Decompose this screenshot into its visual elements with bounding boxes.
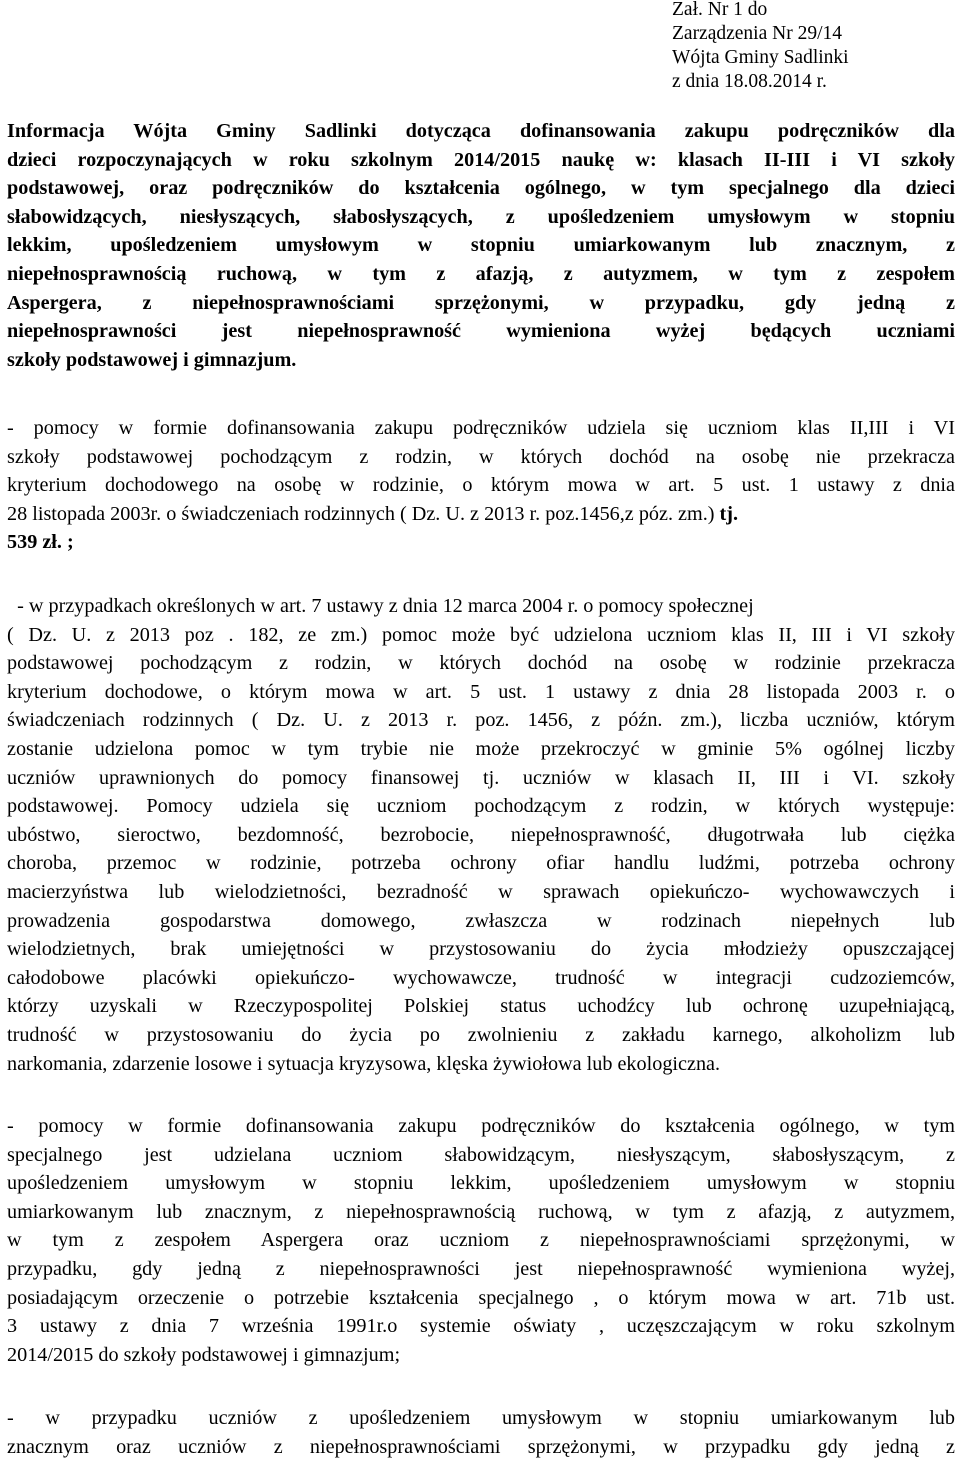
paragraph-line: macierzyństwa lub wielodzietności, bezradność w sprawach opiekuńczo- wychowawczych i	[7, 880, 955, 903]
paragraph-line	[7, 500, 955, 529]
paragraph-line-bold: tj.	[714, 502, 739, 525]
title-line: Informacja Wójta Gminy Sadlinki dotycząca dofinansowania zakupu podręczników dla	[7, 120, 955, 142]
paragraph-line: całodobowe placówki opiekuńczo- wychowawcze, trudność w integracji cudzoziemców,	[7, 966, 955, 989]
paragraph-social-assistance	[7, 592, 955, 1078]
paragraph-line: posiadającym orzeczenie o potrzebie kształcenia specjalnego , o którym mowa w art. 71b ust.	[7, 1286, 955, 1309]
paragraph-line: ubóstwo, sieroctwo, bezdomność, bezrobocie, niepełnosprawność, długotrwała lub ciężka	[7, 823, 955, 846]
paragraph-line: wielodzietnych, brak umiejętności w przystosowaniu do życia młodzieży opuszczającej	[7, 938, 955, 961]
paragraph-line: 2014/2015 do szkoły podstawowej i gimnazjum;	[7, 1343, 401, 1366]
paragraph-line: podstawowej pochodzącym z rodzin, w których dochód na osobę w rodzinie przekracza	[7, 652, 955, 675]
paragraph-line-text: 28 listopada 2003r. o świadczeniach rodzinnych ( Dz. U. z 2013 r. poz.1456,z póz. zm.)	[7, 502, 715, 525]
paragraph-line: - w przypadku uczniów z upośledzeniem umysłowym w stopniu umiarkowanym lub	[7, 1407, 955, 1429]
title-line: lekkim, upośledzeniem umysłowym w stopniu umiarkowanym lub znacznym, z	[7, 234, 955, 257]
paragraph-line: którzy uzyskali w Rzeczypospolitej Polskiej status uchodźcy lub ochronę uzupełniającą,	[7, 995, 955, 1018]
title-line: słabowidzących, niesłyszących, słabosłyszących, z upośledzeniem umysłowym w stopniu	[7, 205, 955, 228]
paragraph-line: podstawowej. Pomocy udziela się uczniom pochodzącym z rodzin, w których występuje:	[7, 795, 955, 818]
paragraph-line: umiarkowanym lub znacznym, z niepełnosprawnością ruchową, w tym z afazją, z autyzmem,	[7, 1200, 955, 1223]
title-line: niepełnosprawności jest niepełnosprawność wymieniona wyżej będących uczniami	[7, 320, 955, 343]
paragraph-line: kryterium dochodowego na osobę w rodzinie, o którym mowa w art. 5 ust. 1 ustawy z dnia	[7, 474, 955, 497]
paragraph-line: 3 ustawy z dnia 7 września 1991r.o systemie oświaty , uczęszczającym w roku szkolnym	[7, 1315, 955, 1338]
paragraph-line: znacznym oraz uczniów z niepełnosprawnościami sprzężonymi, w przypadku gdy jedną z	[7, 1435, 955, 1458]
title-line: podstawowej, oraz podręczników do kształcenia ogólnego, w tym specjalnego dla dzieci	[7, 177, 955, 200]
paragraph-line: - w przypadkach określonych w art. 7 ustawy z dnia 12 marca 2004 r. o pomocy społecznej	[7, 595, 754, 617]
paragraph-line: trudność w przystosowaniu do życia po zwolnieniu z zakładu karnego, alkoholizm lub	[7, 1023, 955, 1046]
paragraph-line: narkomania, zdarzenie losowe i sytuacja kryzysowa, klęska żywiołowa lub ekologiczna.	[7, 1052, 721, 1075]
paragraph-line: upośledzeniem umysłowym w stopniu lekkim, upośledzeniem umysłowym w stopniu	[7, 1172, 955, 1195]
paragraph-line: specjalnego jest udzielana uczniom słabowidzącym, niesłyszącym, słabosłyszącym, z	[7, 1143, 955, 1166]
paragraph-line: przypadku, gdy jedną z niepełnosprawności jest niepełnosprawność wymieniona wyżej,	[7, 1257, 955, 1280]
paragraph-line: zostanie udzielona pomoc w tym trybie nie może przekroczyć w gminie 5% ogólnej liczby	[7, 737, 955, 760]
annex-header-line: Zał. Nr 1 do	[672, 0, 768, 20]
annex-header-line: Wójta Gminy Sadlinki	[672, 47, 849, 68]
title-line: dzieci rozpoczynających w roku szkolnym 2014/2015 naukę w: klasach II-III i VI szkoły	[7, 148, 955, 171]
paragraph-line: szkoły podstawowej pochodzącym z rodzin, w których dochód na osobę nie przekracza	[7, 445, 955, 468]
title-line: niepełnosprawnością ruchową, w tym z afazją, z autyzmem, w tym z zespołem	[7, 262, 955, 285]
document-title	[7, 117, 955, 374]
income-threshold-amount: 539 zł. ;	[7, 531, 74, 554]
paragraph-line: uczniów uprawnionych do pomocy finansowej tj. uczniów w klasach II, III i VI. szkoły	[7, 766, 955, 789]
paragraph-line: prowadzenia gospodarstwa domowego, zwłaszcza w rodzinach niepełnych lub	[7, 909, 955, 932]
annex-header	[672, 0, 849, 94]
paragraph-line: choroba, przemoc w rodzinie, potrzeba ochrony ofiar handlu ludźmi, potrzeba ochrony	[7, 852, 955, 875]
title-line: szkoły podstawowej i gimnazjum.	[7, 348, 297, 371]
paragraph-line: - pomocy w formie dofinansowania zakupu podręczników udziela się uczniom klas II,III i VI	[7, 417, 955, 439]
paragraph-line: - pomocy w formie dofinansowania zakupu podręczników do kształcenia ogólnego, w tym	[7, 1115, 955, 1137]
paragraph-line: kryterium dochodowe, o którym mowa w art. 5 ust. 1 ustawy z dnia 28 listopada 2003 r. o	[7, 680, 955, 703]
annex-header-line: Zarządzenia Nr 29/14	[672, 23, 842, 44]
title-line: Aspergera, z niepełnosprawnościami sprzężonymi, w przypadku, gdy jedną z	[7, 291, 955, 314]
paragraph-line: w tym z zespołem Aspergera oraz uczniom z niepełnosprawnościami sprzężonymi, w	[7, 1229, 955, 1252]
paragraph-line: ( Dz. U. z 2013 poz . 182, ze zm.) pomoc może być udzielona uczniom klas II, III i VI szkoły	[7, 623, 955, 646]
paragraph-special-education	[7, 1112, 955, 1369]
annex-header-line: z dnia 18.08.2014 r.	[672, 71, 827, 92]
paragraph-income-criterion	[7, 414, 955, 557]
paragraph-intellectual-disability	[7, 1404, 955, 1461]
paragraph-line: świadczeniach rodzinnych ( Dz. U. z 2013 r. poz. 1456, z późn. zm.), liczba uczniów, którym	[7, 709, 955, 732]
